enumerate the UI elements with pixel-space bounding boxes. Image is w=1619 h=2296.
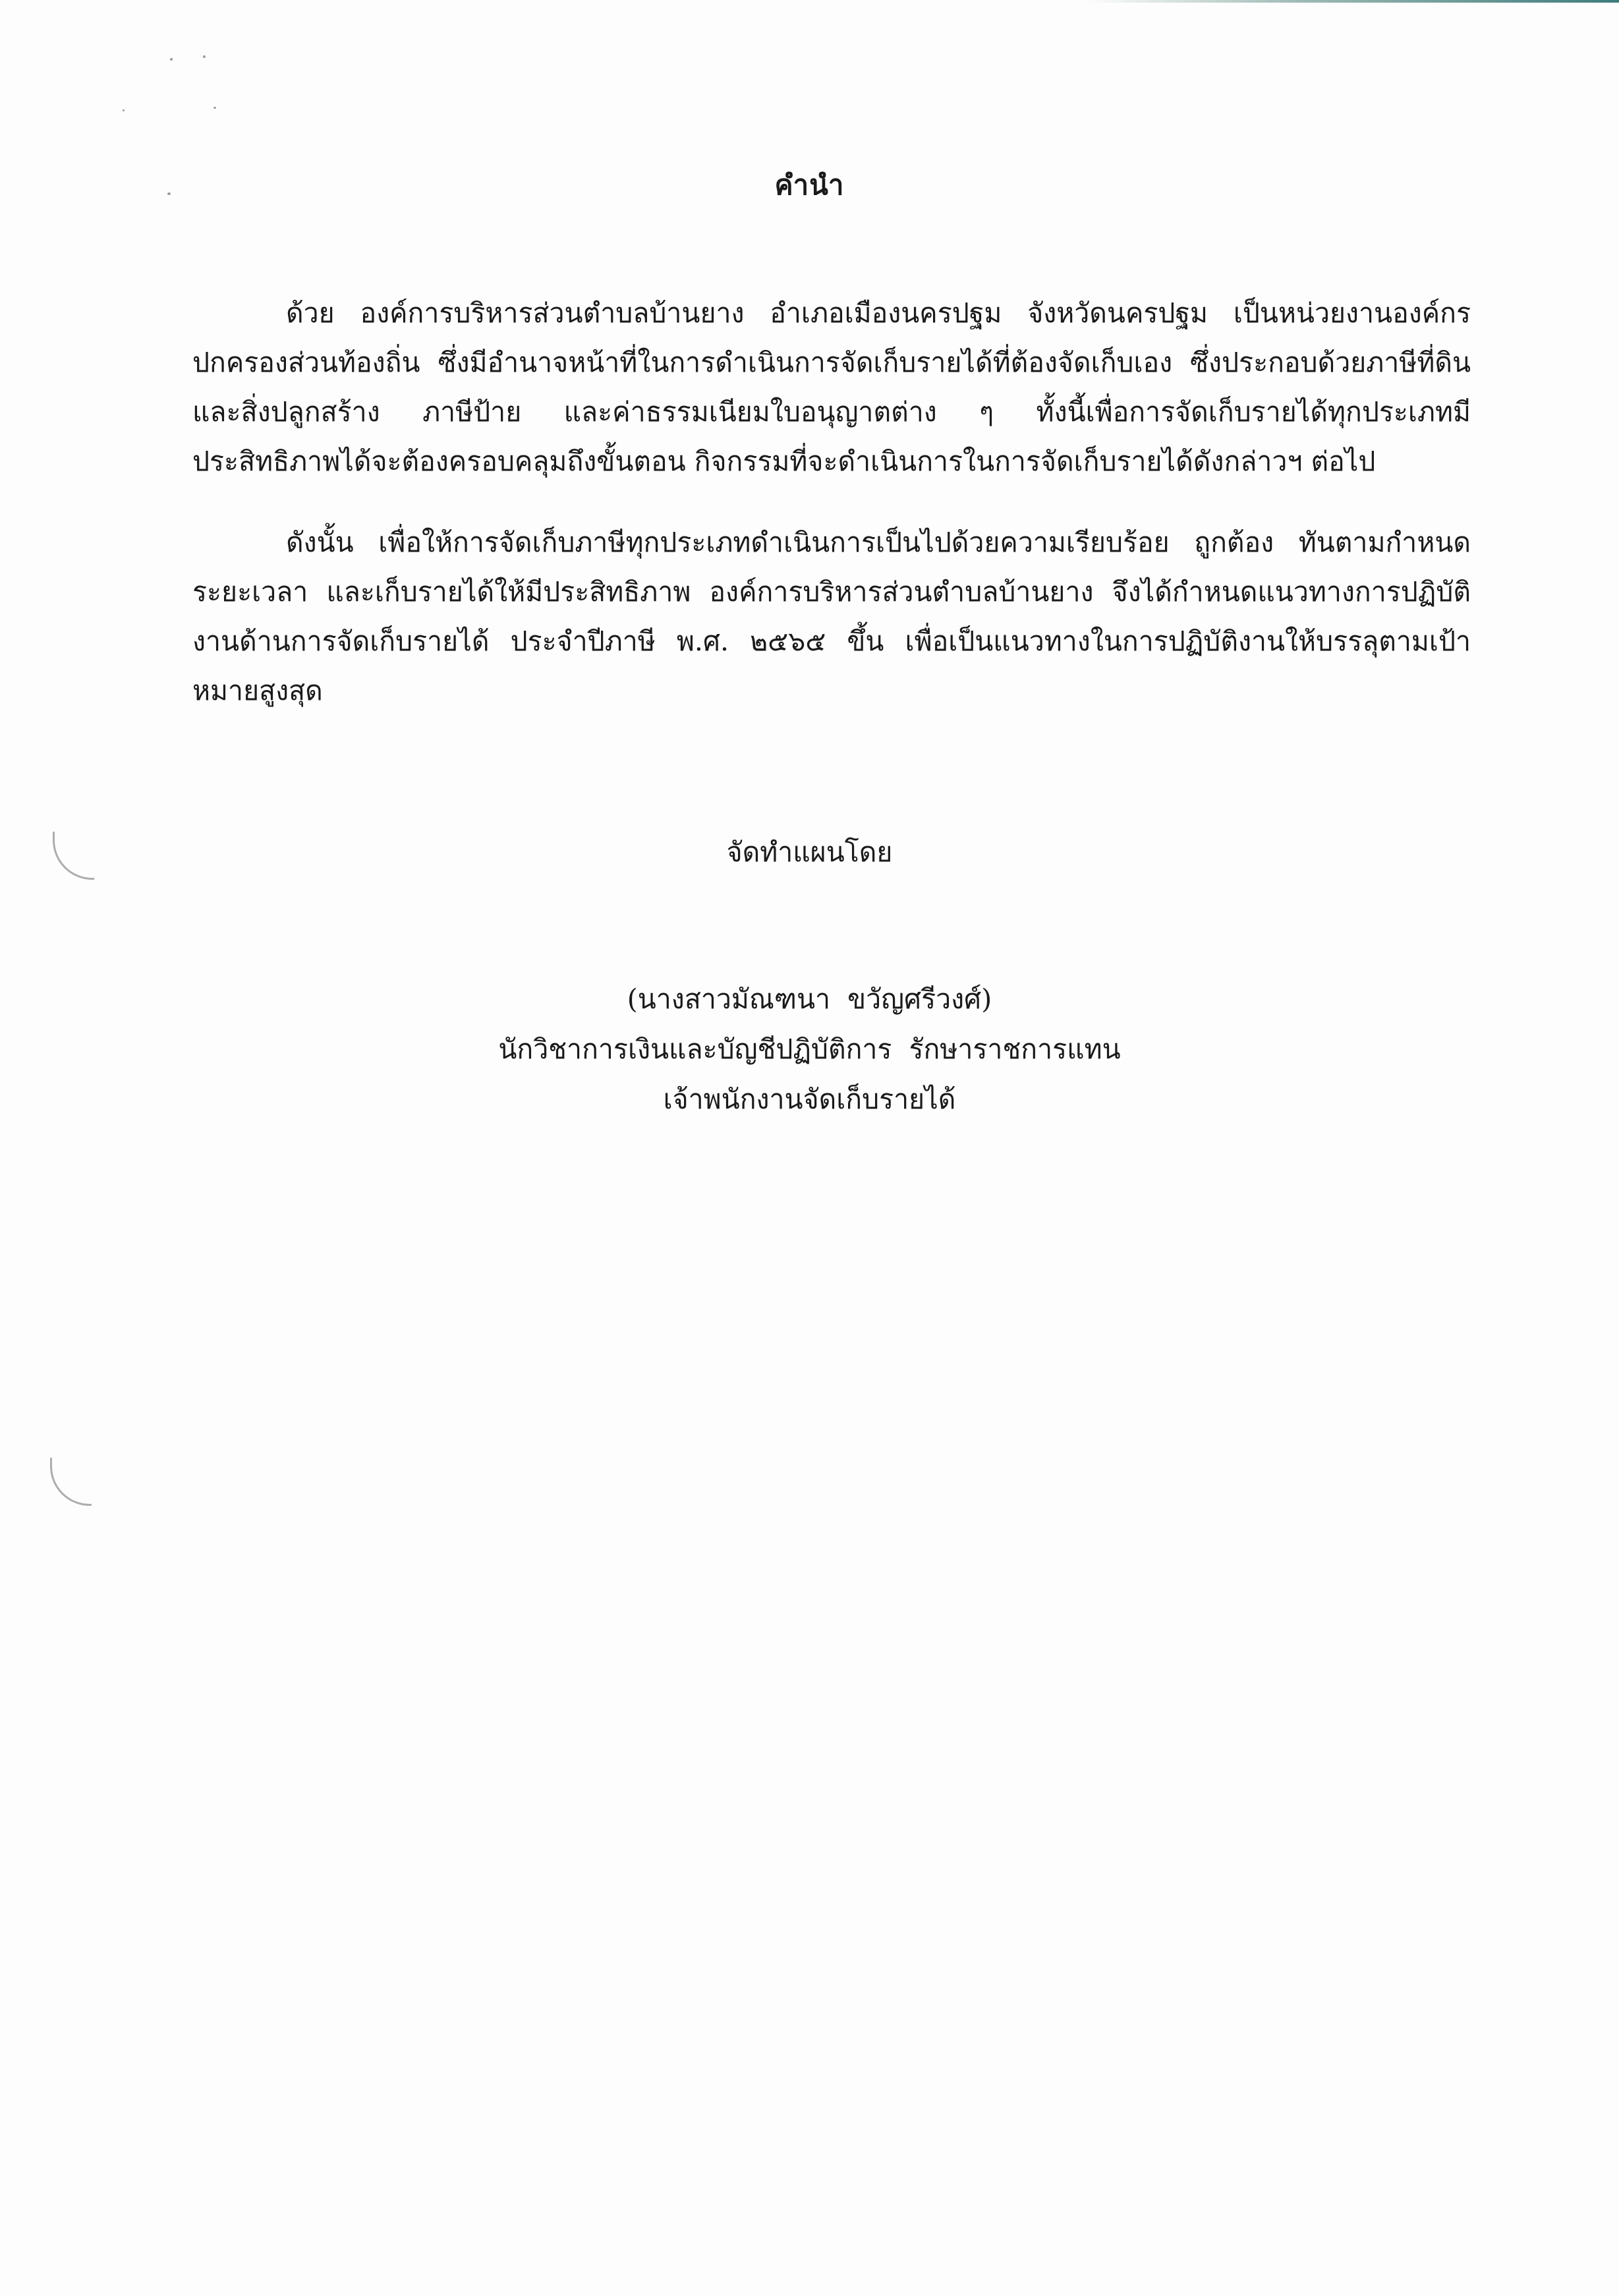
scan-speck <box>203 55 206 58</box>
paragraph-1-text: ด้วย องค์การบริหารส่วนตำบลบ้านยาง อำเภอเมืองนครปฐม จังหวัดนครปฐม เป็นหน่วยงานองค์กรปกครองส่วนท้องถิ่น ซึ่งมีอำนาจหน้าที่ในการดำเนินการจัดเก็บรายได้ที่ต้องจัดเก็บเอง ซึ่งประกอบด้วยภาษีที่ดินและสิ่งปลูกสร้าง ภาษีป้าย และค่าธรรมเนียมใบอนุญาตต่าง ๆ ทั้งนี้เพื่อการจัดเก็บรายได้ทุกประเภทมีประสิทธิภาพได้จะต้องครอบคลุมถึงขั้นตอน กิจกรรมที่จะดำเนินการในการจัดเก็บรายได้ดังกล่าวฯ ต่อไป <box>192 297 1471 477</box>
paragraph-2-text: ดังนั้น เพื่อให้การจัดเก็บภาษีทุกประเภทดำเนินการเป็นไปด้วยความเรียบร้อย ถูกต้อง ทันตามกำหนดระยะเวลา และเก็บรายได้ให้มีประสิทธิภาพ องค์การบริหารส่วนตำบลบ้านยาง จึงได้กำหนดแนวทางการปฏิบัติงานด้านการจัดเก็บรายได้ ประจำปีภาษี พ.ศ. ๒๕๖๕ ขึ้น เพื่อเป็นแนวทางในการปฏิบัติงานให้บรรลุตามเป้าหมายสูงสุด <box>192 527 1471 706</box>
scan-speck <box>170 58 173 61</box>
document-title: คำนำ <box>774 169 845 201</box>
paragraph-1 <box>192 289 1471 486</box>
scan-speck <box>123 109 125 111</box>
scan-speck <box>213 107 216 109</box>
signer-position-line-2: เจ้าพนักงานจัดเก็บรายได้ <box>663 1083 956 1115</box>
signature-block <box>0 974 1619 1124</box>
signer-name: (นางสาวมัณฑนา ขวัญศรีวงศ์) <box>627 983 992 1015</box>
scan-edge-line <box>1087 0 1619 3</box>
signer-position-line-1: นักวิชาการเงินและบัญชีปฏิบัติการ รักษาราชการแทน <box>498 1033 1121 1065</box>
prepared-by-label: จัดทำแผนโดย <box>726 836 893 868</box>
paragraph-2 <box>192 518 1471 716</box>
punch-hole-mark <box>50 1458 92 1506</box>
